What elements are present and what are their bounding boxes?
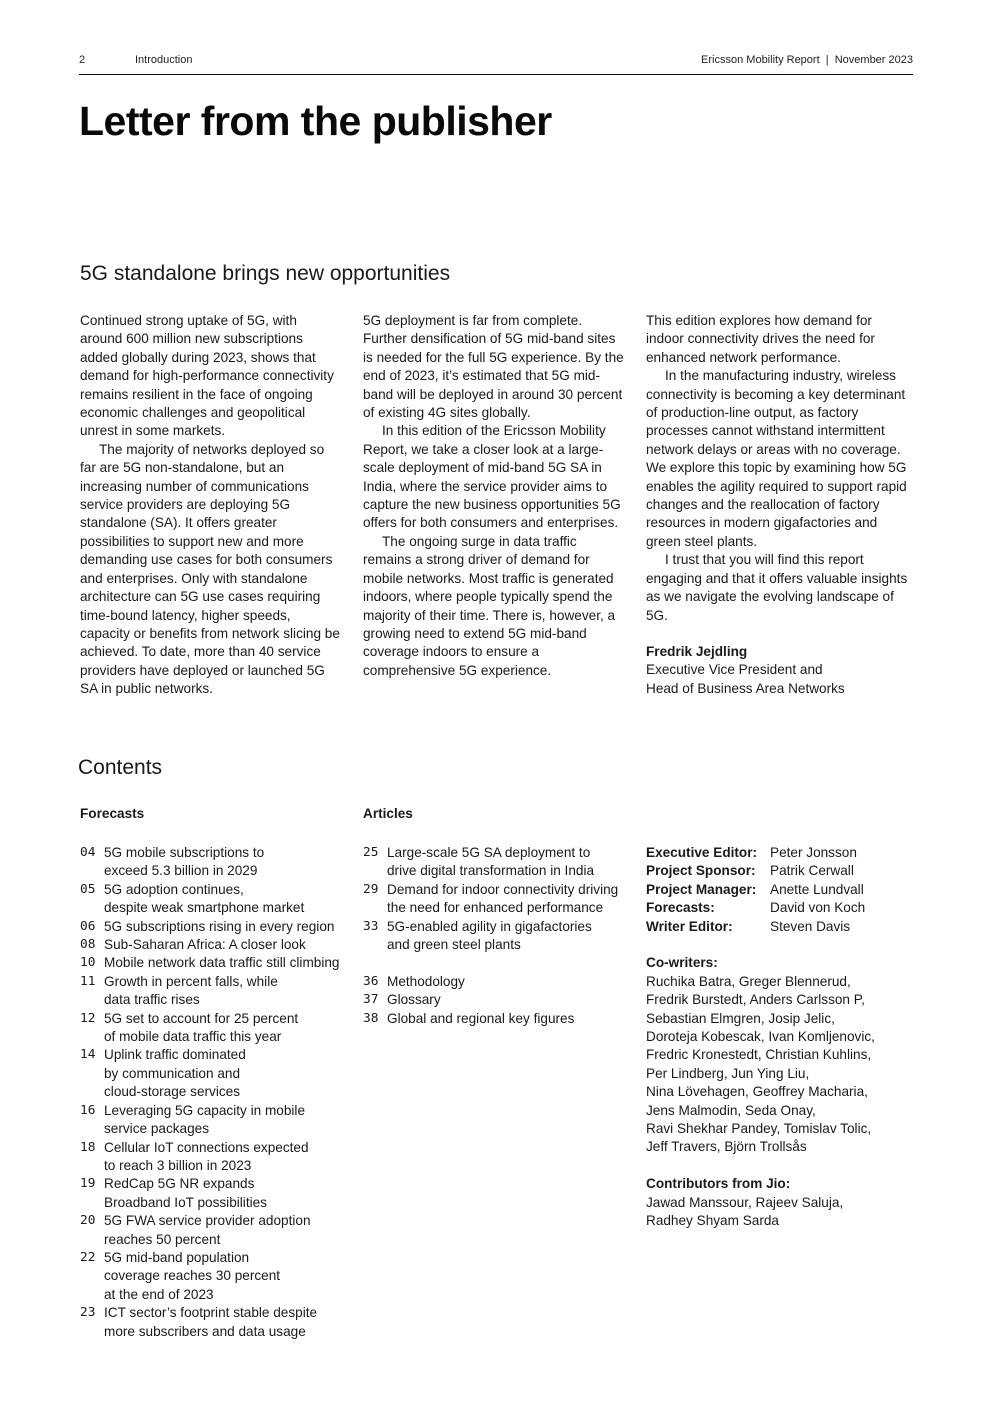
toc-item[interactable] [80, 918, 350, 936]
forecasts-list [80, 844, 350, 1341]
toc-item-title: Growth in percent falls, while data traffic rises [104, 973, 278, 1008]
credit-roles [646, 844, 912, 936]
toc-item-title: 5G-enabled agility in gigafactories and green steel plants [387, 918, 592, 953]
paragraph: This edition explores how demand for indoor connectivity drives the need for enhanced network performance. [646, 313, 875, 365]
toc-item-title: 5G subscriptions rising in every region [104, 918, 335, 934]
toc-item[interactable] [80, 1249, 350, 1304]
signature-title: Executive Vice President and [646, 662, 823, 678]
toc-item[interactable] [363, 881, 633, 918]
section-label: Introduction [135, 54, 193, 66]
toc-item-title: Sub-Saharan Africa: A closer look [104, 937, 306, 953]
toc-item-title: Mobile network data traffic still climbing [104, 955, 340, 971]
signature-name: Fredrik Jejdling [646, 643, 748, 659]
credit-name: Steven Davis [770, 918, 851, 934]
toc-item[interactable] [80, 973, 350, 1010]
toc-item-title: 5G mobile subscriptions to exceed 5.3 billion in 2029 [104, 845, 265, 879]
toc-page-number: 19 [80, 1176, 96, 1192]
paragraph: The ongoing surge in data traffic remains a strong driver of demand for mobile networks. Most traffic is generated indoors, where people typically spend the majority of their time. There is, however, a growing need to extend 5G mid-band coverage indoors to ensure a comprehensive 5G experience. [363, 533, 616, 678]
toc-page-number: 16 [80, 1102, 96, 1118]
toc-page-number: 36 [363, 973, 379, 989]
toc-item[interactable] [80, 1139, 350, 1176]
publication-label: Ericsson Mobility Report | November 2023 [701, 54, 913, 66]
letter-subtitle: 5G standalone brings new opportunities [80, 262, 451, 285]
toc-page-number: 29 [363, 881, 379, 897]
credit-role: Forecasts: [646, 900, 715, 916]
letter-column-3 [646, 312, 912, 698]
toc-page-number: 37 [363, 992, 379, 1008]
toc-item[interactable] [363, 1010, 633, 1028]
toc-item[interactable] [80, 881, 350, 918]
toc-spacer [363, 954, 633, 972]
credit-row [646, 918, 912, 936]
toc-page-number: 04 [80, 845, 96, 860]
toc-item[interactable] [80, 844, 350, 881]
toc-item-title: Leveraging 5G capacity in mobile service packages [104, 1102, 305, 1137]
toc-page-number: 12 [80, 1010, 96, 1026]
articles-list [363, 844, 633, 1028]
credit-role: Project Manager: [646, 881, 757, 897]
toc-item[interactable] [80, 936, 350, 954]
toc-item-title: 5G mid-band population coverage reaches 30 percent at the end of 2023 [104, 1249, 281, 1302]
credit-role: Executive Editor: [646, 845, 758, 860]
credit-row [646, 844, 912, 862]
toc-item[interactable] [80, 1010, 350, 1047]
toc-item-title: Uplink traffic dominated by communication and cloud-storage services [104, 1047, 246, 1100]
toc-item-title: ICT sector’s footprint stable despite more subscribers and data usage [104, 1305, 318, 1339]
contents-title: Contents [78, 756, 163, 779]
toc-page-number: 18 [80, 1139, 96, 1155]
toc-item[interactable] [80, 1175, 350, 1212]
paragraph: 5G deployment is far from complete. Further densification of 5G mid-band sites is needed for the full 5G experience. By the end of 2023, it’s estimated that 5G mid-band will be deployed in around 30 percent of existing 4G sites globally. [363, 313, 624, 421]
toc-item-title: 5G FWA service provider adoption reaches 50 percent [104, 1213, 311, 1247]
signature-title: Head of Business Area Networks [646, 680, 845, 696]
toc-item[interactable] [363, 918, 633, 955]
credit-name: Anette Lundvall [770, 881, 864, 897]
toc-item[interactable] [80, 1046, 350, 1101]
toc-item[interactable] [80, 1102, 350, 1139]
credit-name: David von Koch [770, 900, 866, 916]
cowriters-title: Co-writers: [646, 955, 718, 971]
paragraph: In this edition of the Ericsson Mobility Report, we take a closer look at a large-scale deployment of mid-band 5G SA in India, where the service provider aims to capture the new business opportunities 5G offers for both consumers and enterprises. [363, 423, 621, 531]
toc-item-title: Methodology [387, 973, 465, 989]
paragraph: In the manufacturing industry, wireless connectivity is becoming a key determinant of production-line output, as factory processes cannot withstand intermittent network delays or areas with no coverage. We explore this topic by examining how 5G enables the agility required to support rapid changes and the reallocation of factory resources in modern gigafactories and green steel plants. [646, 368, 907, 549]
credit-row [646, 881, 912, 899]
toc-item[interactable] [80, 954, 350, 972]
paragraph: Continued strong uptake of 5G, with around 600 million new subscriptions added globally during 2023, shows that demand for high-performance connectivity remains resilient in the face of ongoing economic challenges and geopolitical unrest in some markets. [80, 313, 334, 439]
toc-item-title: Large-scale 5G SA deployment to drive digital transformation in India [387, 845, 595, 879]
paragraph: The majority of networks deployed so far are 5G non-standalone, but an increasing number of communications service providers are deploying 5G standalone (SA). It offers greater possibilities to support new and more demanding use cases for both consumers and enterprises. Only with standalone architecture can 5G use cases requiring time-bound latency, higher speeds, capacity or benefits from network slicing be achieved. To date, more than 40 service providers have deployed or launched 5G SA in public networks. [80, 441, 340, 697]
toc-item-title: Global and regional key figures [387, 1010, 575, 1026]
cowriters-list: Ruchika Batra, Greger Blennerud, Fredrik Burstedt, Anders Carlsson P, Sebastian Elmgren, Josip Jelic, Doroteja Kobescak, Ivan Komljenovic, Fredric Kronestedt, Christian Kuhlins, Per Lindberg, Jun Ying Liu, Nina Lövehagen, Geoffrey Macharia, Jens Malmodin, Seda Onay, Ravi Shekhar Pandey, Tomislav Tolic, Jeff Travers, Björn Trollsås [646, 973, 875, 1155]
toc-page-number: 11 [80, 973, 96, 989]
page-title: Letter from the publisher [79, 98, 552, 144]
toc-item[interactable] [80, 1304, 350, 1341]
credits [646, 844, 912, 1231]
letter-column-1 [80, 312, 342, 699]
toc-item-title: Glossary [387, 992, 441, 1008]
toc-item[interactable] [363, 844, 633, 881]
page-header [79, 52, 913, 75]
toc-page-number: 33 [363, 918, 379, 934]
toc-page-number: 14 [80, 1047, 96, 1063]
credit-name: Patrik Cerwall [770, 863, 854, 879]
toc-item-title: Demand for indoor connectivity driving the need for enhanced performance [387, 881, 619, 916]
toc-page-number: 05 [80, 881, 96, 897]
toc-page-number: 08 [80, 937, 96, 953]
toc-page-number: 25 [363, 845, 379, 860]
contributors-list: Jawad Manssour, Rajeev Saluja, Radhey Shyam Sarda [646, 1194, 844, 1229]
contributors-title: Contributors from Jio: [646, 1176, 791, 1192]
paragraph: I trust that you will find this report engaging and that it offers valuable insights as we navigate the evolving landscape of 5G. [646, 552, 908, 623]
toc-page-number: 06 [80, 918, 96, 934]
toc-page-number: 10 [80, 955, 96, 971]
credit-row [646, 862, 912, 880]
credit-role: Writer Editor: [646, 918, 733, 934]
toc-item-title: 5G set to account for 25 percent of mobile data traffic this year [104, 1010, 299, 1045]
toc-page-number: 23 [80, 1305, 96, 1321]
toc-item-title: RedCap 5G NR expands Broadband IoT possibilities [104, 1176, 267, 1210]
toc-page-number: 20 [80, 1213, 96, 1229]
toc-page-number: 22 [80, 1249, 96, 1265]
forecasts-heading: Forecasts [80, 806, 145, 821]
credit-name: Peter Jonsson [770, 845, 857, 860]
letter-column-2 [363, 312, 625, 680]
toc-item[interactable] [363, 973, 633, 991]
credit-role: Project Sponsor: [646, 863, 756, 879]
toc-page-number: 38 [363, 1010, 379, 1026]
toc-item[interactable] [80, 1212, 350, 1249]
page-number: 2 [79, 54, 86, 66]
toc-item-title: 5G adoption continues, despite weak smartphone market [104, 881, 305, 916]
articles-heading: Articles [363, 806, 413, 821]
toc-item-title: Cellular IoT connections expected to reach 3 billion in 2023 [104, 1139, 309, 1173]
toc-item[interactable] [363, 991, 633, 1009]
credit-row [646, 899, 912, 917]
